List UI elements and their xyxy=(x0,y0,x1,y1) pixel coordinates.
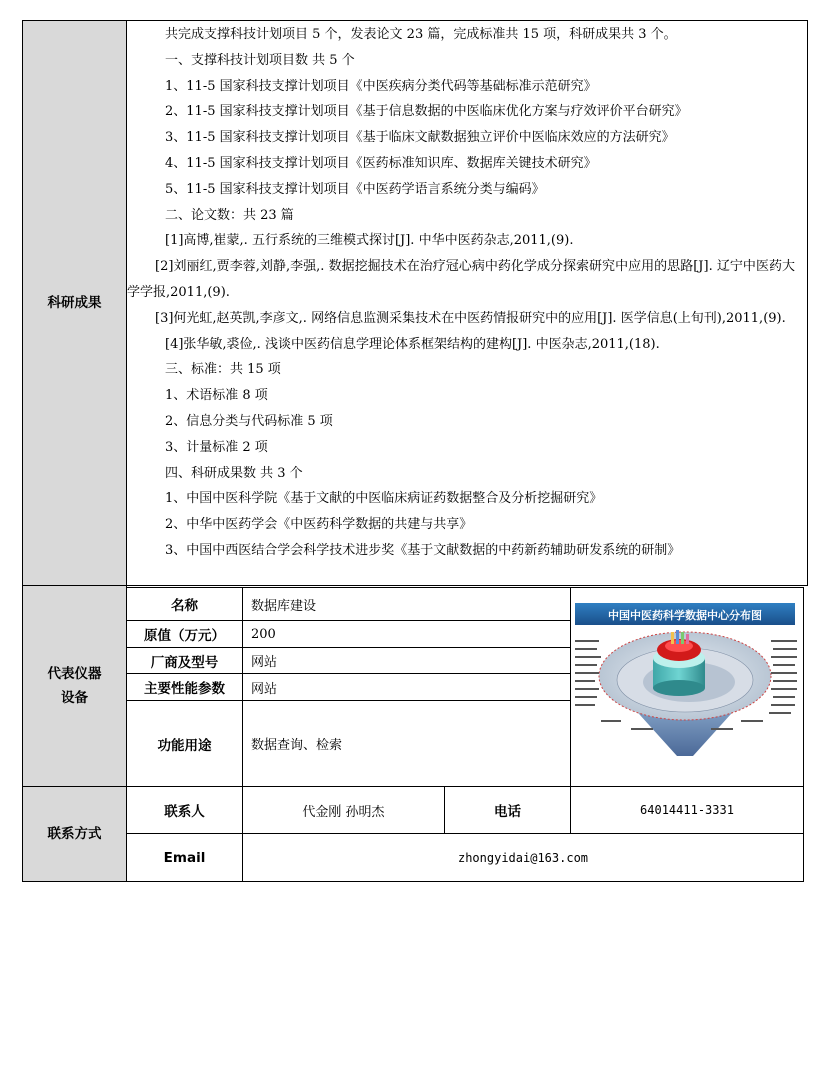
equipment-header-line1: 代表仪器 xyxy=(47,666,102,682)
contact-person-value: 代金刚 孙明杰 xyxy=(242,786,445,834)
project-item: 1、11-5 国家科技支撑计划项目《中医疾病分类代码等基础标准示范研究》 xyxy=(165,78,597,94)
contact-person-label: 联系人 xyxy=(126,786,243,834)
function-value: 数据查询、检索 xyxy=(242,700,571,787)
email-value: zhongyidai@163.com xyxy=(242,833,804,882)
achievement-item: 1、中国中医科学院《基于文献的中医临床病证药数据整合及分析挖掘研究》 xyxy=(165,491,603,507)
email-label: Email xyxy=(126,833,243,882)
project-item: 5、11-5 国家科技支撑计划项目《中医药学语言系统分类与编码》 xyxy=(165,181,545,197)
paper-item: [3]何光虹,赵英凯,李彦文,. 网络信息监测采集技术在中医药情报研究中的应用[J]. 医学信息(上旬刊),2011,(9). xyxy=(155,310,786,326)
image-title: 中国中医药科学数据中心分布图 xyxy=(608,609,762,622)
name-value: 数据库建设 xyxy=(242,587,571,621)
research-content xyxy=(126,20,808,586)
research-header-label: 科研成果 xyxy=(47,295,102,311)
price-value: 200 xyxy=(242,620,571,648)
equipment-image-cell xyxy=(570,587,804,787)
price-label: 原值（万元） xyxy=(126,620,243,648)
params-label: 主要性能参数 xyxy=(126,673,243,701)
name-label: 名称 xyxy=(126,587,243,621)
params-value: 网站 xyxy=(242,673,571,701)
project-item: 3、11-5 国家科技支撑计划项目《基于临床文献数据独立评价中医临床效应的方法研究》 xyxy=(165,130,675,146)
section-papers-title: 二、论文数：共 23 篇 xyxy=(165,207,294,223)
project-item: 4、11-5 国家科技支撑计划项目《医药标准知识库、数据库关键技术研究》 xyxy=(165,155,597,171)
contact-header xyxy=(22,786,127,882)
research-header xyxy=(22,20,127,586)
data-center-distribution-image xyxy=(571,588,803,786)
function-label: 功能用途 xyxy=(126,700,243,787)
maker-value: 网站 xyxy=(242,647,571,674)
standard-item: 3、计量标准 2 项 xyxy=(165,439,268,455)
section-standards-title: 三、标准：共 15 项 xyxy=(165,362,281,378)
paper-item: [2]刘丽红,贾李蓉,刘静,李强,. 数据挖掘技术在治疗冠心病中药化学成分探索研究中应用的思路[J]. 辽宁中医药大学学报,2011,(9). xyxy=(127,259,795,300)
phone-label: 电话 xyxy=(444,786,571,834)
paper-item: [1]高博,崔蒙,. 五行系统的三维模式探讨[J]. 中华中医药杂志,2011,(9). xyxy=(165,233,574,249)
project-item: 2、11-5 国家科技支撑计划项目《基于信息数据的中医临床优化方案与疗效评价平台研究》 xyxy=(165,104,688,120)
section-projects-title: 一、支撑科技计划项目数 共 5 个 xyxy=(165,52,355,68)
achievement-item: 3、中国中西医结合学会科学技术进步奖《基于文献数据的中药新药辅助研发系统的研制》 xyxy=(165,542,681,558)
standard-item: 1、术语标准 8 项 xyxy=(165,388,268,404)
maker-label: 厂商及型号 xyxy=(126,647,243,674)
equipment-header xyxy=(22,585,127,787)
research-summary: 共完成支撑科技计划项目 5 个，发表论文 23 篇，完成标准共 15 项，科研成果共 3 个。 xyxy=(165,27,677,42)
section-achievements-title: 四、科研成果数 共 3 个 xyxy=(165,465,303,481)
equipment-header-line2: 设备 xyxy=(61,690,88,706)
standard-item: 2、信息分类与代码标准 5 项 xyxy=(165,413,333,429)
contact-header-label: 联系方式 xyxy=(47,826,102,842)
paper-item: [4]张华敏,裘俭,. 浅谈中医药信息学理论体系框架结构的建构[J]. 中医杂志,2011,(18). xyxy=(165,336,660,352)
phone-value: 64014411-3331 xyxy=(570,786,804,834)
achievement-item: 2、中华中医药学会《中医药科学数据的共建与共享》 xyxy=(165,517,473,533)
